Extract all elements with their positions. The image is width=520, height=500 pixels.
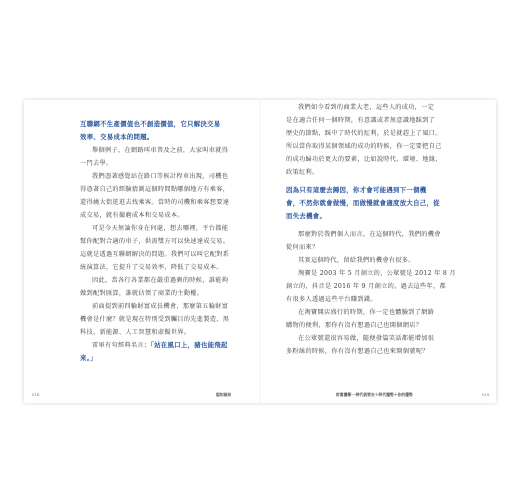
text-line [286, 211, 440, 222]
text-line [286, 154, 440, 165]
text-line [286, 102, 440, 113]
book-spread [24, 100, 496, 403]
body-text: 科技、新能源、人工智慧和虛擬世界。 [80, 329, 191, 336]
text-line [80, 210, 232, 221]
left-running-title: 認知破局 [216, 392, 232, 397]
right-page-text [286, 100, 456, 359]
body-text: 我們如今看到的商業大老，這些人的成功，一定 [298, 104, 435, 111]
text-line [80, 145, 232, 156]
body-text: 歷史的節點，踩中了時代的紅利，於是就趕上了風口。 [286, 130, 442, 137]
body-text: 從何而來？ [286, 244, 319, 251]
body-text: 是在適合任何一個時期，有意識或者無意識地踩到了 [286, 117, 436, 124]
body-text: 那麼對於我們個人而言，在這個時代，我們的機會 [298, 231, 441, 238]
highlight-text: 會，不然你就會做慢，而做慢就會適度放大自己，從 [286, 199, 440, 207]
text-line [80, 119, 232, 130]
text-line [286, 294, 440, 305]
text-line [286, 198, 440, 209]
body-text: 在公眾號還很容易做，隨便發篇笑話都能增加很 [298, 335, 435, 342]
text-line [286, 128, 440, 139]
body-text: 一門去學。 [80, 160, 113, 167]
text-line [286, 281, 446, 292]
body-text: 所以當你取得某個領域的成功的時候，你一定要把自己 [286, 143, 442, 150]
body-text: 我們憑著感覺站在路口等候計程車出現，司機也 [92, 173, 229, 180]
text-line [80, 184, 232, 195]
body-text: 在淘寶開店盛行的時期，你一定也體驗到了網路 [298, 309, 435, 316]
text-line-plain: 雷軍有句經典名言 [92, 342, 144, 349]
highlight-text: 互聯網不生產價值也不創造價值，它只解決交易 [80, 120, 221, 128]
text-line [286, 333, 440, 344]
text-line [80, 223, 232, 234]
right-page [260, 100, 496, 403]
body-text: 得憑著自己的經驗猜測這個時間點哪個地方有乘客， [80, 186, 230, 193]
text-line [286, 115, 440, 126]
text-line [286, 346, 440, 357]
text-line [286, 307, 440, 318]
text-line [80, 236, 232, 247]
body-text: 還得繞大街逛逛去找乘客。當時的司機和乘客想要達 [80, 199, 230, 206]
text-line [80, 158, 232, 169]
text-line [80, 262, 232, 273]
body-text: 的成功歸功於更大的要素，比如說時代、環境、地緣、 [286, 156, 442, 163]
text-line [80, 197, 232, 208]
text-line [80, 171, 232, 182]
body-text: 淘寶是 2003 年 5 月創立的，公眾號是 2012 年 8 月 [298, 270, 456, 277]
body-text: 機會是什麼？就是現在特別受到矚目的先進製造、黑 [80, 316, 230, 323]
top-margin [80, 100, 232, 114]
highlight-text: 來。」 [80, 354, 97, 362]
body-text: 做到配對匯算，誰就佔領了商業的主動權。 [80, 290, 204, 297]
body-text: 多粉絲的時候，你有沒有想過自己也來開個號呢？ [286, 348, 429, 355]
text-line [286, 268, 456, 279]
body-text: 創立的，抖音是 2016 年 9 月創立的。過去這些年，都 [286, 283, 446, 290]
body-text: 幫你配對合適的車子，供需雙方可以快速達成交易。 [80, 238, 230, 245]
text-line [286, 167, 440, 178]
body-text: 其實這個時代，留給我們的機會有很多。 [298, 257, 415, 264]
left-page-text [80, 100, 232, 366]
left-page-number: 018 [32, 392, 40, 397]
text-line [80, 340, 232, 351]
text-line [80, 301, 232, 312]
left-page [24, 100, 260, 403]
text-line [80, 314, 232, 325]
text-line [286, 255, 440, 266]
right-page-number: 019 [482, 392, 490, 397]
text-line-highlight: ：「站在風口上，豬也能飛起 [143, 341, 228, 349]
body-text: 舉個例子，在網路叫車普及之前，大家叫車就得 [92, 147, 229, 154]
text-line [80, 249, 232, 260]
body-text: 這就是透過互聯網解決的問題。我們可以叫它配對系 [80, 251, 230, 258]
text-line [286, 242, 440, 253]
text-line [80, 132, 232, 143]
highlight-text: 而失去機會。 [286, 212, 327, 220]
right-running-title: 財富護衛──時代就要去＋時代趨勢＋你的優勢 [336, 392, 413, 397]
text-line [80, 288, 232, 299]
body-text: 有很多人透過這些平台賺到錢。 [286, 296, 377, 303]
body-text: 前面提到前四輪財富成長機會，那麼第五輪財富 [92, 303, 229, 310]
text-line [286, 141, 440, 152]
body-text: 可是今天無論你身在何處，想去哪裡，平台都能 [92, 225, 229, 232]
text-line [80, 353, 232, 364]
body-text: 因此，當各行各業都在嚴重過剩的時候，誰能夠 [92, 277, 229, 284]
highlight-text: 效率、交易成本的問題。 [80, 133, 154, 141]
text-line [286, 185, 440, 196]
body-text: 購物的便利，那你有沒有想過自己也開個網店？ [286, 322, 423, 329]
body-text: 成交易，就有撮磨成本和交易成本。 [80, 212, 184, 219]
highlight-text: 因為只有這麼去歸因，你才會可能遇到下一個機 [286, 186, 427, 194]
text-line [286, 229, 440, 240]
text-line [80, 327, 232, 338]
text-line [80, 275, 232, 286]
body-text: 統演算法，它提升了交易效率，降低了交易成本。 [80, 264, 223, 271]
body-text: 政策紅利。 [286, 169, 319, 176]
text-line [286, 320, 440, 331]
